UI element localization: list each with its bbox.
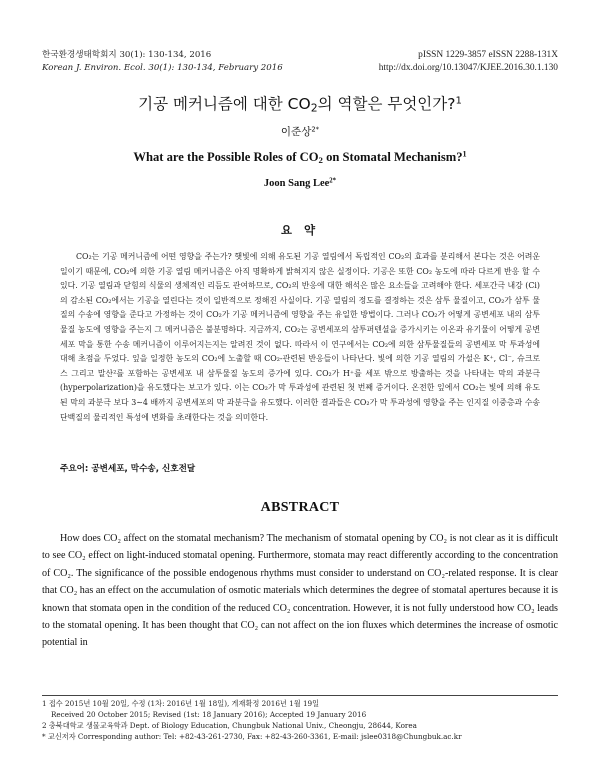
keywords-label: 주요어: — [60, 464, 89, 474]
title-korean-footnote-mark: 1 — [455, 95, 462, 107]
abstract-heading: ABSTRACT — [260, 500, 340, 515]
title-korean — [0, 92, 600, 114]
keywords — [60, 462, 195, 474]
summary-heading: 요 약 — [280, 223, 320, 237]
footnote-corresponding-author: * 교신저자 Corresponding author: Tel: +82-43-261-2730, Fax: +82-43-260-3361, E-mail: jslee0318@Chungbuk.ac.kr — [42, 732, 462, 741]
footnote-received-en: Received 20 October 2015; Revised (1st: 18 January 2016); Accepted 19 January 2016 — [51, 710, 367, 719]
footnote-received-ko: 1 접수 2015년 10월 20일, 수정 (1차: 2016년 1월 18일), 게재확정 2016년 1월 19일 — [42, 699, 320, 708]
journal-citation-ko: 한국환경생태학회지 30(1): 130-134, 2016 — [42, 50, 212, 60]
author-korean-name: 이준상 — [280, 126, 312, 138]
footnotes — [42, 698, 562, 742]
title-english — [0, 150, 600, 165]
title-english-text-end: on Stomatal Mechanism? — [322, 150, 463, 164]
journal-identifiers — [379, 49, 558, 75]
title-korean-text-end: 의 역할은 무엇인가? — [317, 95, 456, 113]
author-english-footnote-mark: 2* — [329, 177, 337, 185]
keywords-text: 공변세포, 막수송, 신호전달 — [91, 464, 196, 474]
title-korean-subscript: 2 — [310, 101, 318, 115]
author-english — [0, 178, 600, 189]
title-english-subscript: 2 — [318, 155, 323, 166]
author-english-name: Joon Sang Lee — [263, 178, 330, 189]
footnote-affiliation: 2 충북대학교 생물교육학과 Dept. of Biology Education, Chungbuk National Univ., Cheongju, 28644, Korea — [42, 721, 417, 730]
footnote-divider — [42, 695, 558, 696]
author-korean-footnote-mark: 2* — [311, 125, 320, 134]
journal-citation — [42, 49, 283, 75]
author-korean — [0, 124, 600, 139]
issn-line: pISSN 1229-3857 eISSN 2288-131X — [418, 50, 558, 60]
title-english-text: What are the Possible Roles of CO — [133, 150, 319, 164]
abstract-english: How does CO₂ affect on the stomatal mechanism? The mechanism of stomatal opening by CO₂ is not clear as it is difficult to see CO₂ effect on light-induced stomatal opening. Furthermore, stomata may react differently according to the concentration of CO₂. The significance of the possible endogenous rhythms must consider to understand on CO₂-related response. It is clear that CO₂ has an effect on the accumulation of osmotic materials which determines the degree of stomatal apertures because it is known that stomata open in the condition of the reduced CO₂ concentration. However, it is not fully understood how CO₂ leads to the stomatal opening. It has been thought that CO₂ can not affect on the ion fluxes which determines the increase of osmotic potential in — [42, 533, 558, 649]
journal-citation-en: Korean J. Environ. Ecol. 30(1): 130-134, February 2016 — [42, 63, 283, 73]
title-korean-text: 기공 메커니즘에 대한 CO — [138, 95, 311, 113]
summary-korean: CO₂는 기공 메커니즘에 어떤 영향을 주는가? 햇빛에 의해 유도된 기공 열림에서 독립적인 CO₂의 효과를 분리해서 본다는 것은 어려운 일이기 때문에, CO₂에 의한 기공 열림 메커니즘은 아직 명확하게 밝혀지지 않은 실정이다. 기공은 또한 CO₂ 농도에 따라 다르게 반응 할 수 있다. 기공 열림과 닫힘의 식물의 생체적인 리듬도 관여하므로, CO₂의 반응에 대한 해석은 많은 요소들을 고려해야 한다. 세포간극 내강 (Ci)의 감소된 CO₂에서는 기공을 열린다는 것이 일반적으로 정해진 사실이다. 기공 열림의 정도를 결정하는 것은 삼투 물질이고, CO₂가 삼투 물질의 수송에 영향을 준다고 가정하는 것이 CO₂가 기공 메커니즘에 영향을 주는 유일한 방법이다. 그러나 CO₂가 어떻게 공변세포 내의 삼투물질 농도에 영향을 주는지 그 메커니즘은 불분명하다. 지금까지, CO₂는 공변세포의 삼투퍼텐셜을 증가시키는 이온과 유기물이 어떻게 공변세포 막을 통한 수송 메커니즘이 이루어지는지는 알려진 것이 없다. 따라서 이 연구에서는 CO₂에 의한 삼투물질들의 공변세포 막 투과성에 대해 초점을 두었다. 잎을 일정한 농도의 CO₂에 노출할 때 CO₂-관련된 반응들이 나타난다. 빛에 의한 기공 열림의 가설은 K⁺, Cl⁻, 슈크로스 그리고 말산²를 포함하는 공변세포 내 삼투물질 농도의 증가에 있다. CO₂가 H⁺를 세포 밖으로 방출하는 것을 나타내는 막의 과분극 (hyperpolarization)을 유도했다는 보고가 있다. 이는 CO₂가 막 투과성에 관련된 첫 번째 증거이다. 온전한 잎에서 CO₂는 빛에 의해 유도된 막의 과분극 보다 3∼4 배까지 공변세포의 막 과분극을 유도했다. 이러한 결과들은 CO₂가 막 투과성에 영향을 주는 인지질 이중층과 수송단백질의 물리적인 특성에 변화를 초래한다는 것을 의미한다. — [60, 252, 540, 422]
doi-link[interactable]: http://dx.doi.org/10.13047/KJEE.2016.30.1.130 — [378, 63, 558, 73]
title-english-footnote-mark: 1 — [462, 149, 467, 159]
